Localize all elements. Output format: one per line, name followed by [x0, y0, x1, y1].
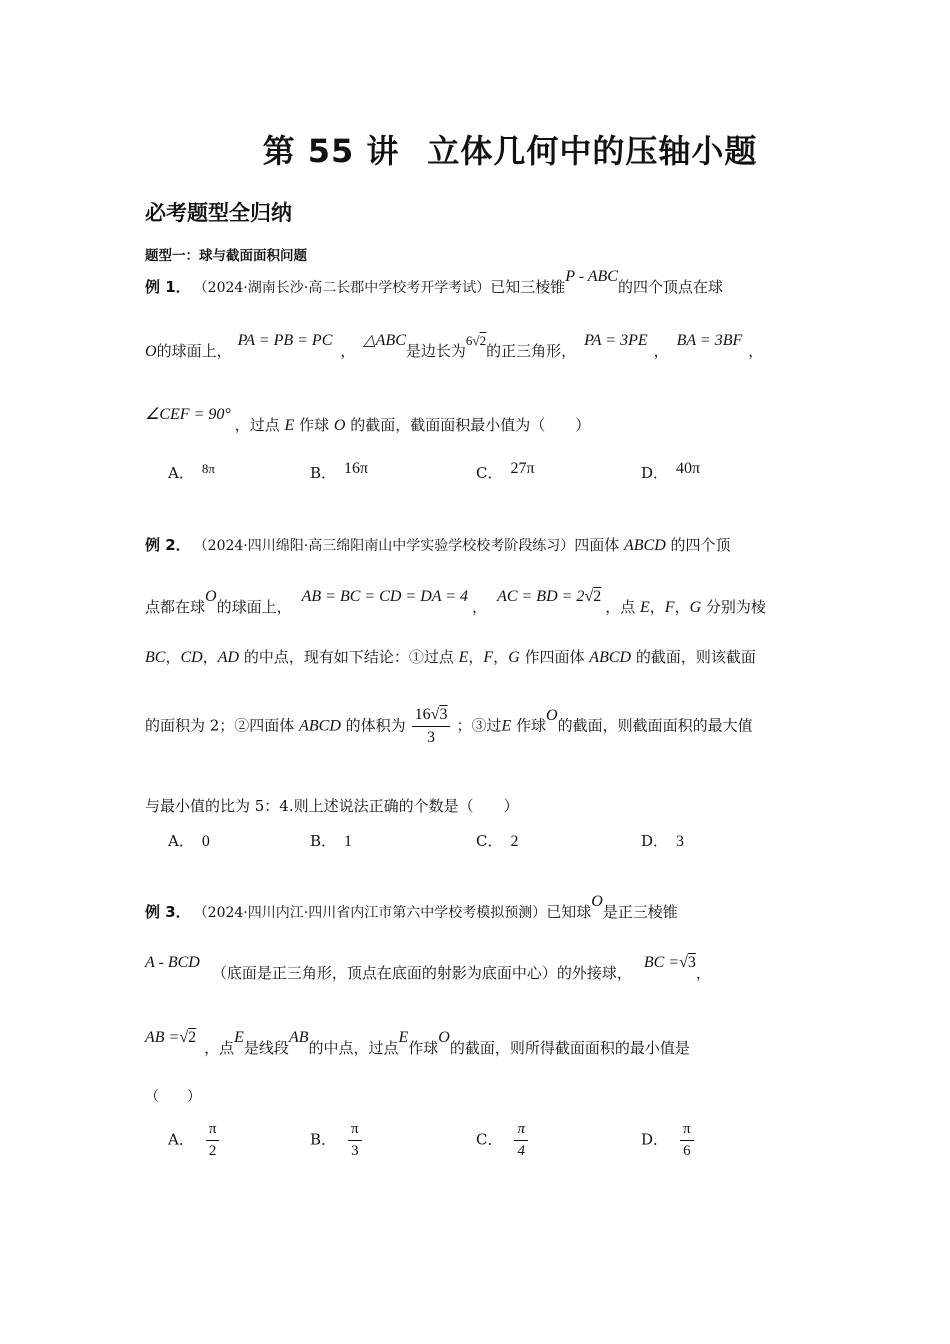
ex1-option-d[interactable]	[641, 462, 700, 483]
ex2-option-c[interactable]	[476, 830, 518, 851]
text: 的截面，则该截面	[631, 648, 756, 666]
math: AB = BC = CD = DA = 4	[301, 588, 469, 605]
text: ，	[468, 648, 484, 666]
text: ；③过	[456, 716, 502, 735]
math: 2	[593, 588, 602, 605]
math: F	[664, 599, 675, 616]
ex2-line-5	[145, 795, 519, 816]
question-type-heading: 题型一：球与截面面积问题	[145, 248, 307, 264]
option-label: D．	[641, 464, 669, 482]
ex3-source: （2024·四川内江·四川省内江市第六中学校考模拟预测）	[200, 905, 547, 921]
ex1-option-c[interactable]	[476, 462, 535, 483]
math: 2	[188, 1029, 197, 1046]
text: 作球	[294, 416, 334, 434]
text: ，	[202, 648, 218, 666]
math: AB	[288, 1029, 309, 1046]
text: 是正三棱锥	[602, 903, 678, 921]
fraction-denominator: 2	[208, 1143, 217, 1159]
text: 是边长为	[405, 342, 466, 360]
math-bc: BC =√3	[643, 954, 696, 971]
option-value: 1	[344, 833, 353, 850]
math: E	[501, 717, 512, 735]
ex2-label: 例 2．	[145, 536, 191, 554]
text: 四面体	[574, 536, 624, 554]
math-6root2: 6√2	[465, 333, 487, 348]
math: 6	[465, 333, 473, 348]
math: O	[438, 1029, 450, 1046]
text: 的四个顶点在球	[617, 278, 723, 296]
text: 的截面，截面面积最小值为（ ）	[345, 416, 591, 434]
text: 与最小值的比为 5：4.则上述说法正确的个数是（ ）	[145, 797, 519, 815]
option-fraction	[680, 1121, 694, 1160]
ex1-line-1	[145, 268, 723, 297]
math: BA = 3BF	[676, 332, 743, 349]
option-value: 3	[676, 833, 685, 850]
option-value: 2	[510, 833, 519, 850]
math: O	[546, 706, 558, 724]
text: 的正三角形，	[486, 342, 577, 360]
ex3-option-d[interactable]	[641, 1121, 694, 1160]
option-label: B．	[310, 1130, 337, 1149]
math: O	[333, 417, 346, 434]
option-label: C．	[476, 832, 503, 850]
ex2-line-4	[145, 706, 753, 747]
ex2-line-3	[145, 646, 756, 667]
ex2-line-2	[145, 588, 766, 617]
ex3-line-2	[145, 954, 711, 983]
math: BC =	[643, 954, 680, 971]
ex3-line-1	[145, 893, 678, 922]
math: G	[689, 599, 702, 616]
math: 3	[687, 954, 696, 971]
ex2-line-1	[145, 534, 731, 555]
text: 作球	[511, 716, 547, 735]
text: 作四面体	[519, 648, 590, 666]
math: PA = PB = PC	[237, 332, 333, 349]
lecture-number: 第 55 讲	[262, 132, 400, 170]
math: ABCD	[623, 537, 666, 554]
ex1-line-3	[145, 406, 591, 435]
math: E	[234, 1029, 244, 1046]
math: E	[458, 649, 469, 666]
ex2-source: （2024·四川绵阳·高三绵阳南山中学实验学校校考阶段练习）	[200, 538, 575, 554]
ex3-option-a[interactable]	[168, 1121, 219, 1160]
option-label: D．	[641, 1130, 669, 1149]
text: 已知三棱锥	[490, 278, 566, 296]
fraction-denominator: 3	[351, 1143, 359, 1159]
text: 的截面，则截面面积的最大值	[557, 716, 753, 735]
volume-fraction: $\frac{16√3}{3}$	[412, 706, 451, 747]
math: ABCD	[589, 649, 632, 666]
text: ，	[695, 964, 711, 982]
text: 的中点，现有如下结论：①过点	[239, 648, 459, 666]
math-ac-bd: AC = BD = 2√2	[497, 588, 602, 605]
text: 的体积为	[340, 716, 406, 735]
text: ，	[674, 598, 690, 616]
lecture-topic: 立体几何中的压轴小题	[427, 132, 758, 170]
option-value: 0	[201, 833, 210, 850]
fraction-denominator: 3	[427, 729, 436, 746]
text: 的面积为 2；②四面体	[145, 716, 300, 735]
text: 作球	[408, 1039, 439, 1057]
math: CD	[180, 649, 203, 666]
math: AD	[217, 649, 240, 666]
fraction-denominator: 4	[517, 1143, 525, 1159]
math: A - BCD	[145, 954, 200, 971]
math: 2	[479, 333, 487, 348]
math: O	[591, 893, 603, 910]
ex1-source: （2024·湖南长沙·高二长郡中学校考开学考试）	[200, 280, 491, 296]
text: ，	[165, 648, 181, 666]
math: E	[640, 599, 650, 616]
math: P - ABC	[565, 268, 618, 285]
fraction-radicand: 3	[439, 706, 448, 723]
text: ，过点	[234, 416, 285, 434]
text: ，点	[605, 598, 640, 616]
math: PA = 3PE	[584, 332, 648, 349]
math: E	[284, 417, 295, 434]
fraction-denominator: 6	[683, 1143, 691, 1159]
page-title	[0, 126, 950, 172]
math: O	[145, 343, 157, 360]
ex2-option-d[interactable]	[641, 830, 684, 851]
option-fraction	[514, 1121, 528, 1160]
text: ，	[472, 598, 488, 616]
option-fraction	[206, 1121, 220, 1160]
text: 的中点，过点	[308, 1039, 399, 1057]
text: 已知球	[546, 903, 592, 921]
ex1-option-b[interactable]	[310, 462, 368, 483]
text: 点都在球	[145, 598, 206, 616]
option-fraction	[348, 1121, 362, 1160]
text: 的球面上，	[216, 598, 292, 616]
text: ，	[493, 648, 509, 666]
ex1-label: 例 1．	[145, 278, 191, 296]
option-value: 27π	[510, 460, 535, 477]
text: 的截面，则所得截面面积的最小值是	[449, 1039, 690, 1057]
option-label: C．	[476, 464, 503, 482]
math: △ABC	[363, 332, 406, 349]
section-heading: 必考题型全归纳	[145, 201, 292, 225]
math: E	[398, 1029, 409, 1046]
ex1-line-2	[145, 332, 764, 361]
fraction-numerator: π	[680, 1121, 694, 1141]
option-label: A．	[168, 464, 194, 482]
option-label: A．	[168, 832, 194, 850]
text: 分别为棱	[701, 598, 766, 616]
ex3-option-c[interactable]	[476, 1121, 528, 1160]
option-label: C．	[476, 1130, 503, 1149]
option-label: B．	[310, 832, 337, 850]
math: BC	[145, 649, 166, 666]
text: ，点	[204, 1039, 235, 1057]
option-label: A．	[168, 1130, 194, 1149]
ex2-option-b[interactable]	[310, 830, 352, 851]
ex3-line-4	[145, 1086, 201, 1106]
ex3-option-b[interactable]	[310, 1121, 362, 1160]
text: ，	[653, 342, 669, 360]
text: 是线段	[243, 1039, 289, 1057]
ex3-line-3	[145, 1029, 690, 1058]
text: 的四个顶	[665, 536, 731, 554]
text: 的球面上，	[156, 342, 232, 360]
option-value: 40π	[676, 460, 701, 477]
math: F	[483, 649, 494, 666]
text: （ ）	[145, 1089, 201, 1105]
option-label: D．	[641, 832, 669, 850]
math: O	[205, 588, 217, 605]
text: ，	[649, 598, 665, 616]
option-value: 16π	[344, 460, 369, 477]
text: （底面是正三角形，顶点在底面的射影为底面中心）的外接球，	[211, 964, 632, 982]
math-ab: AB =√2	[145, 1029, 197, 1046]
text: ，	[748, 342, 764, 360]
option-value: 8π	[201, 461, 215, 476]
option-label: B．	[310, 464, 337, 482]
math: AC = BD = 2	[497, 588, 585, 605]
math: ABCD	[299, 717, 341, 735]
math: AB =	[145, 1029, 180, 1046]
fraction-numerator: 16	[414, 706, 431, 723]
math: G	[508, 649, 520, 666]
fraction-numerator: π	[514, 1121, 528, 1141]
fraction-numerator: π	[348, 1121, 362, 1141]
text: ，	[340, 342, 356, 360]
ex1-option-a[interactable]	[168, 462, 215, 483]
ex3-label: 例 3．	[145, 903, 191, 921]
fraction-numerator: π	[206, 1121, 220, 1141]
math: ∠CEF = 90°	[145, 406, 231, 423]
ex2-option-a[interactable]	[168, 830, 210, 851]
